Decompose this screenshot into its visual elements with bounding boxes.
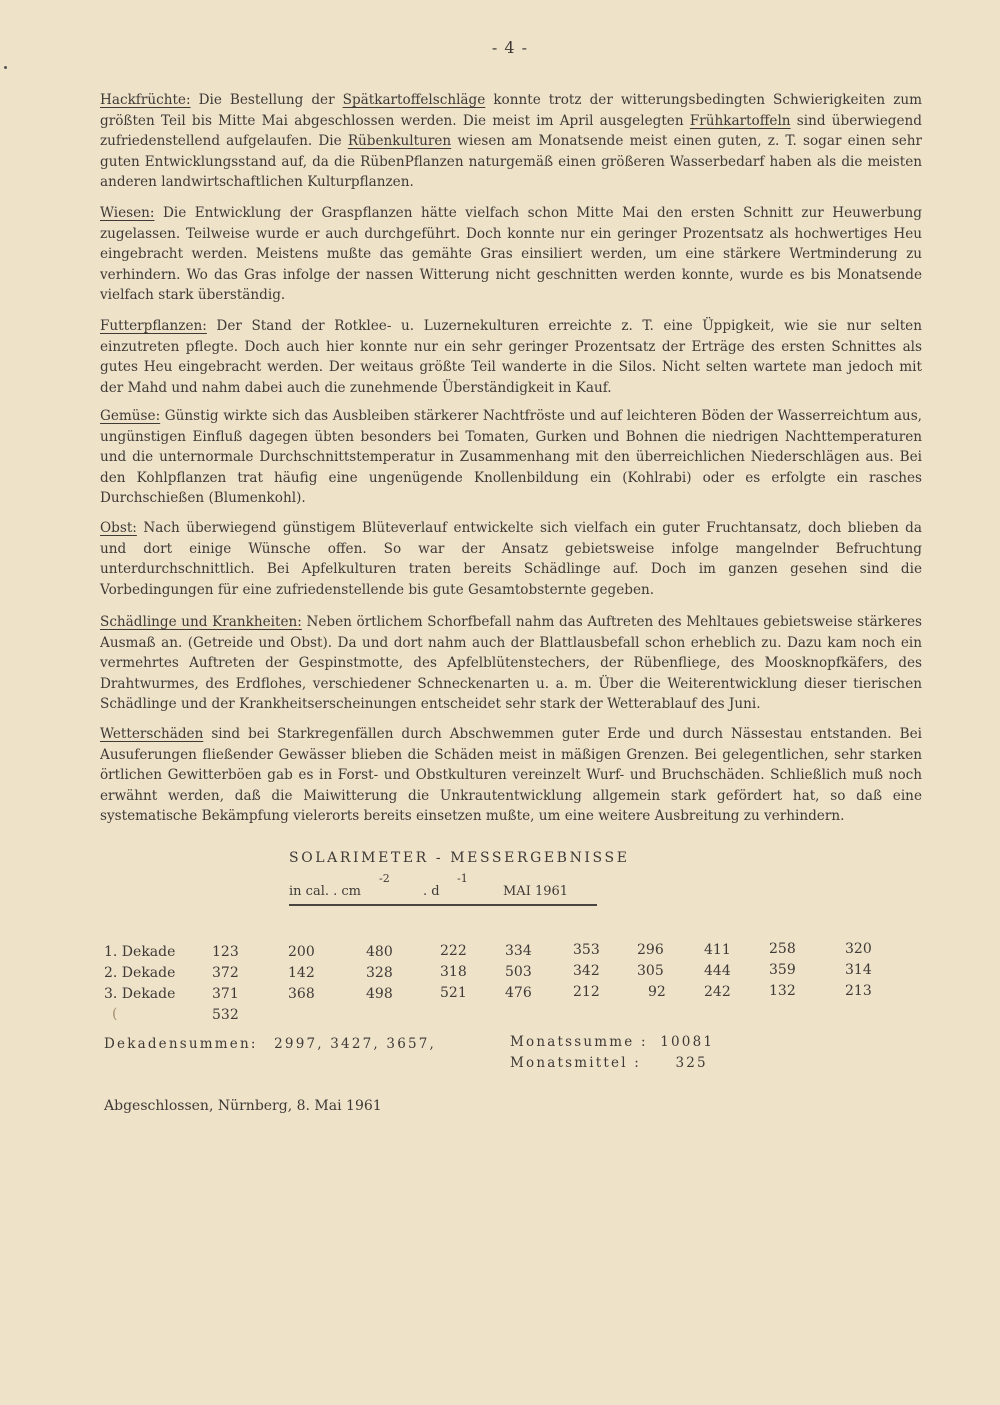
- table-cell: 142: [288, 965, 315, 981]
- paragraph-futterpflanzen: [100, 316, 922, 398]
- table-cell: 372: [212, 965, 239, 981]
- paragraph-heading: Schädlinge und Krankheiten:: [100, 614, 302, 630]
- unit-text-b: . d: [423, 884, 440, 899]
- table-cell: 334: [505, 943, 532, 959]
- table-cell: 498: [366, 986, 393, 1002]
- row-label: 3. Dekade: [104, 986, 176, 1002]
- monatssumme-value: 10081: [660, 1034, 715, 1050]
- paragraph-text: sind überwiegend zufriedenstellend aufgelaufen. Die: [100, 112, 922, 150]
- solarimeter-title: SOLARIMETER - MESSERGEBNISSE: [289, 850, 630, 866]
- paragraph-wiesen: [100, 203, 922, 306]
- table-cell: 521: [440, 985, 467, 1001]
- monatsmittel-line: [510, 1055, 708, 1071]
- table-cell: 503: [505, 964, 532, 980]
- paragraph-obst: [100, 518, 922, 600]
- dekadensummen-label: Dekadensummen:: [104, 1036, 258, 1052]
- paragraph-text: Der Stand der Rotklee- u. Luzernekulturen erreichte z. T. eine Üppigkeit, wie sie nur selten einzutreten pflegte. Doch auch hier konnte nur ein sehr geringer Prozentsatz der Erträge des ersten Schnittes als gutes Heu eingebracht werden. Der weitaus größte Teil wanderte in die Silos. Nicht selten wartete man jedoch mit der Mahd und nahm dabei auch die zunehmende Überständigkeit in Kauf.: [100, 318, 922, 396]
- table-cell: 123: [212, 944, 239, 960]
- table-cell: 359: [769, 962, 796, 978]
- underlined-term: Frühkartoffeln: [689, 112, 791, 129]
- paragraph-text: konnte trotz der witterungsbedingten Schwierigkeiten zum größten Teil bis Mitte Mai abgeschlossen werden. Die meist im April ausgelegten: [100, 92, 922, 129]
- table-cell: 132: [769, 983, 796, 999]
- table-cell: 213: [845, 983, 872, 999]
- table-cell: 476: [505, 985, 532, 1001]
- paragraph-hackfruechte: [100, 90, 922, 193]
- table-cell: 296: [637, 942, 664, 958]
- paragraph-text: Neben örtlichem Schorfbefall nahm das Auftreten des Mehltaues gebietsweise stärkeres Ausmaß an. (Getreide und Obst). Da und dort nahm auch der Blattlausbefall schon erheblich zu. Dazu kam noch ein vermehrtes Auftreten der Gespinstmotte, des Apfelblütenstechers, der Rübenfliege, des Moosknopfkäfers, des Drahtwurmes, des Erdflohes, verschiedener Schneckenarten u. a. m. Über die Weiterentwicklung dieser tierischen Schädlinge und der Krankheitserscheinungen entscheidet sehr stark der Wetterablauf des Juni.: [100, 614, 922, 713]
- table-cell: 92: [648, 984, 666, 1000]
- unit-text-a: in cal. . cm: [289, 884, 361, 899]
- table-cell: 200: [288, 944, 315, 960]
- punch-mark: [4, 66, 7, 69]
- table-cell: 320: [845, 941, 872, 957]
- underlined-term: Spätkartoffelschläge: [342, 92, 486, 108]
- paragraph-text: Die Bestellung der: [190, 92, 343, 108]
- paragraph-text: sind bei Starkregenfällen durch Abschwemmen guter Erde und durch Nässestau entstanden. Bei Ausuferungen fließender Gewässer blieben die Schäden meist in mäßigen Grenzen. Bei gelegentlichen, sehr starken örtlichen Gewitterböen gab es in Forst- und Obstkulturen vereinzelt Wurf- und Bruchschäden. Schließlich muß noch erwähnt werden, daß die Maiwitterung die Unkrautentwicklung allgemein stark gefördert hat, so daß eine systematische Bekämpfung vielerorts bereits einsetzen mußte, um eine weitere Ausbreitung zu verhindern.: [100, 726, 922, 825]
- monatsmittel-label: Monatsmittel :: [510, 1055, 641, 1071]
- unit-month: MAI 1961: [503, 884, 569, 899]
- table-cell: 353: [573, 942, 600, 958]
- dekadensummen-line: [104, 1036, 436, 1052]
- unit-exponent-b: -1: [457, 872, 468, 885]
- table-cell: 480: [366, 944, 393, 960]
- closing-line: Abgeschlossen, Nürnberg, 8. Mai 1961: [104, 1098, 382, 1114]
- solarimeter-table: [104, 940, 904, 1030]
- table-cell: 314: [845, 962, 872, 978]
- paragraph-text: Günstig wirkte sich das Ausbleiben stärkerer Nachtfröste und auf leichteren Böden der Wasserreichtum aus, ungünstigen Einfluß dagegen übten besonders bei Tomaten, Gurken und Bohnen die niedrigen Nachttemperaturen und die unternormale Durchschnittstemperatur in Zusammenhang mit den überreichlichen Niederschlägen aus. Bei den Kohlpflanzen trat häufig eine ungenügende Knollenbildung ein (Kohlrabi) oder es erfolgte ein rasches Durchschießen (Blumenkohl).: [100, 408, 922, 507]
- paragraph-text: wiesen am Monatsende meist einen guten, z. T. sogar einen sehr guten Entwicklungsstand auf, da die RübenPflanzen naturgemäß einen größeren Wasserbedarf haben als die meisten anderen landwirtschaftlichen Kulturpflanzen.: [100, 133, 922, 191]
- table-cell: 444: [704, 963, 731, 979]
- paragraph-gemuese: [100, 406, 922, 509]
- monatssumme-line: [510, 1034, 714, 1050]
- table-cell: 342: [573, 963, 600, 979]
- paragraph-heading: Wetterschäden: [100, 726, 204, 742]
- table-cell: 242: [704, 984, 731, 1000]
- page-number: - 4 -: [491, 38, 529, 57]
- paragraph-heading: Hackfrüchte:: [100, 92, 191, 108]
- table-cell: 318: [440, 964, 467, 980]
- paragraph-heading: Obst:: [100, 520, 137, 536]
- table-cell: 328: [366, 965, 393, 981]
- row-label: 1. Dekade: [104, 944, 176, 960]
- monatssumme-label: Monatssumme :: [510, 1034, 648, 1050]
- unit-exponent-a: -2: [379, 872, 390, 885]
- table-cell: 371: [212, 986, 239, 1002]
- paragraph-heading: Wiesen:: [100, 205, 155, 221]
- row-label: 2. Dekade: [104, 965, 176, 981]
- table-cell: 258: [769, 941, 796, 957]
- table-cell: 305: [637, 963, 664, 979]
- solarimeter-units: [289, 872, 597, 906]
- paragraph-heading: Futterpflanzen:: [100, 318, 207, 334]
- stray-mark: (: [112, 1006, 118, 1022]
- paragraph-heading: Gemüse:: [100, 408, 161, 424]
- table-cell: 411: [704, 942, 731, 958]
- paragraph-wetterschaeden: [100, 724, 922, 827]
- paragraph-text: Nach überwiegend günstigem Blüteverlauf entwickelte sich vielfach ein guter Fruchtansatz, doch blieben da und dort einige Wünsche offen. So war der Ansatz gebietsweise infolge mangelnder Befruchtung unterdurchschnittlich. Bei Apfelkulturen traten bereits Schädlinge auf. Doch im ganzen gesehen sind die Vorbedingungen für eine zufriedenstellende bis gute Gesamtobsternte gegeben.: [100, 520, 922, 598]
- table-cell: 368: [288, 986, 315, 1002]
- paragraph-schaedlinge: [100, 612, 922, 715]
- underlined-term: Rübenkulturen: [347, 133, 452, 150]
- table-cell: 222: [440, 943, 467, 959]
- monatsmittel-value: 325: [675, 1055, 708, 1071]
- table-cell-extra: 532: [212, 1007, 239, 1023]
- table-cell: 212: [573, 984, 600, 1000]
- paragraph-text: Die Entwicklung der Graspflanzen hätte vielfach schon Mitte Mai den ersten Schnitt zur Heuwerbung zugelassen. Teilweise wurde er auch durchgeführt. Doch konnte nur ein geringer Prozentsatz als hochwertiges Heu eingebracht werden. Meistens mußte das gemähte Gras einsiliert werden, um eine stärkere Wertminderung zu verhindern. Wo das Gras infolge der nassen Witterung nicht geschnitten werden konnte, wurde es bis Monatsende vielfach stark überständig.: [100, 205, 922, 304]
- dekadensummen-values: 2997, 3427, 3657,: [274, 1036, 437, 1052]
